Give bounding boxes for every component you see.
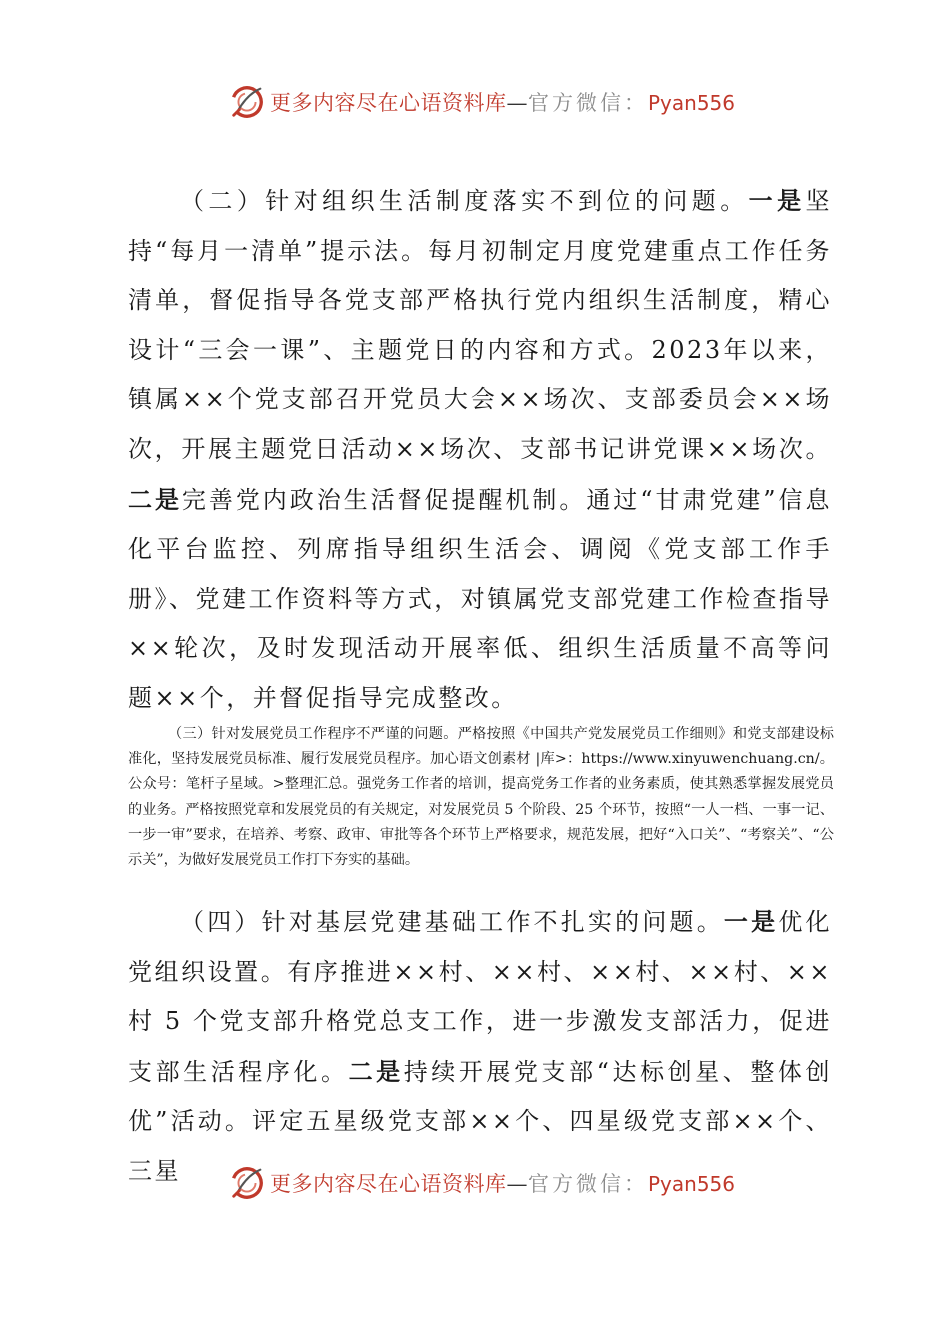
section2-intro: （二）针对组织生活制度落实不到位的问题。 bbox=[180, 187, 749, 215]
footer-separator: — bbox=[506, 1172, 528, 1196]
brush-logo-icon bbox=[228, 83, 266, 121]
footer-part1: 更多内容尽在心语资料库 bbox=[270, 1172, 507, 1196]
section4-bold-2: 二是 bbox=[348, 1056, 404, 1086]
header-part2: 官方微信： bbox=[528, 91, 648, 115]
section2-bold-2: 二是 bbox=[128, 484, 182, 514]
section4-bold-1: 一是 bbox=[723, 907, 779, 936]
footer-wechat-id: Pyan556 bbox=[648, 1172, 736, 1196]
footer-text bbox=[270, 1168, 735, 1198]
paragraph-section-2 bbox=[128, 176, 832, 736]
header-wechat-id: Pyan556 bbox=[648, 91, 736, 115]
section3-text: （三）针对发展党员工作程序不严谨的问题。严格按照《中国共产党发展党员工作细则》和党支部建设标准化，坚持发展党员标准、履行发展党员程序。加心语文创素材 |库>：https://www.xinyuwenchuang.cn/。公众号：笔杆子星域。>整理汇总。强党务工作者的培训，提高党务工作者的业务素质，使其熟悉掌握发展党员的业务。严格按照党章和发展党员的有关规定，对发展党员 5 个阶段、25 个环节，按照“一人一档、一事一记、一步一审”要求，在培养、考察、政审、审批等各个环节上严格要求，规范发展，把好“入口关”、“考察关”、“公示关”，为做好发展党员工作打下夯实的基础。 bbox=[128, 726, 834, 869]
header-separator: — bbox=[506, 91, 528, 115]
section2-body-1: 坚持“每月一清单”提示法。每月初制定月度党建重点工作任务清单，督促指导各党支部严格执行党内组织生活制度，精心设计“三会一课”、主题党日的内容和方式。2023年以来，镇属××个党支部召开党员大会××场次、支部委员会××场次，开展主题党日活动××场次、支部书记讲党课××场次。 bbox=[128, 187, 833, 463]
section4-body-2: 持续开展党支部“达标创星、整体创优”活动。评定五星级党支部××个、四星级党支部××个、三星 bbox=[128, 1057, 833, 1185]
paragraph-section-3 bbox=[128, 722, 834, 873]
header-text bbox=[270, 87, 735, 117]
section4-body-1: 优化党组织设置。有序推进××村、××村、××村、××村、××村 5 个党支部升格党总支工作，进一步激发支部活力，促进支部生活程序化。 bbox=[128, 908, 833, 1086]
footer-banner[interactable] bbox=[228, 1161, 736, 1205]
section2-bold-1: 一是 bbox=[748, 186, 806, 215]
footer-part2: 官方微信： bbox=[528, 1172, 648, 1196]
section4-intro: （四）针对基层党建基础工作不扎实的问题。 bbox=[180, 908, 724, 936]
brush-logo-icon bbox=[228, 1164, 266, 1202]
header-part1: 更多内容尽在心语资料库 bbox=[270, 91, 507, 115]
header-banner[interactable] bbox=[228, 80, 736, 124]
section2-body-2: 完善党内政治生活督促提醒机制。通过“甘肃党建”信息化平台监控、列席指导组织生活会、调阅《党支部工作手册》、党建工作资料等方式，对镇属党支部党建工作检查指导××轮次，及时发现活动开展率低、组织生活质量不高等问题××个，并督促指导完成整改。 bbox=[128, 485, 832, 712]
